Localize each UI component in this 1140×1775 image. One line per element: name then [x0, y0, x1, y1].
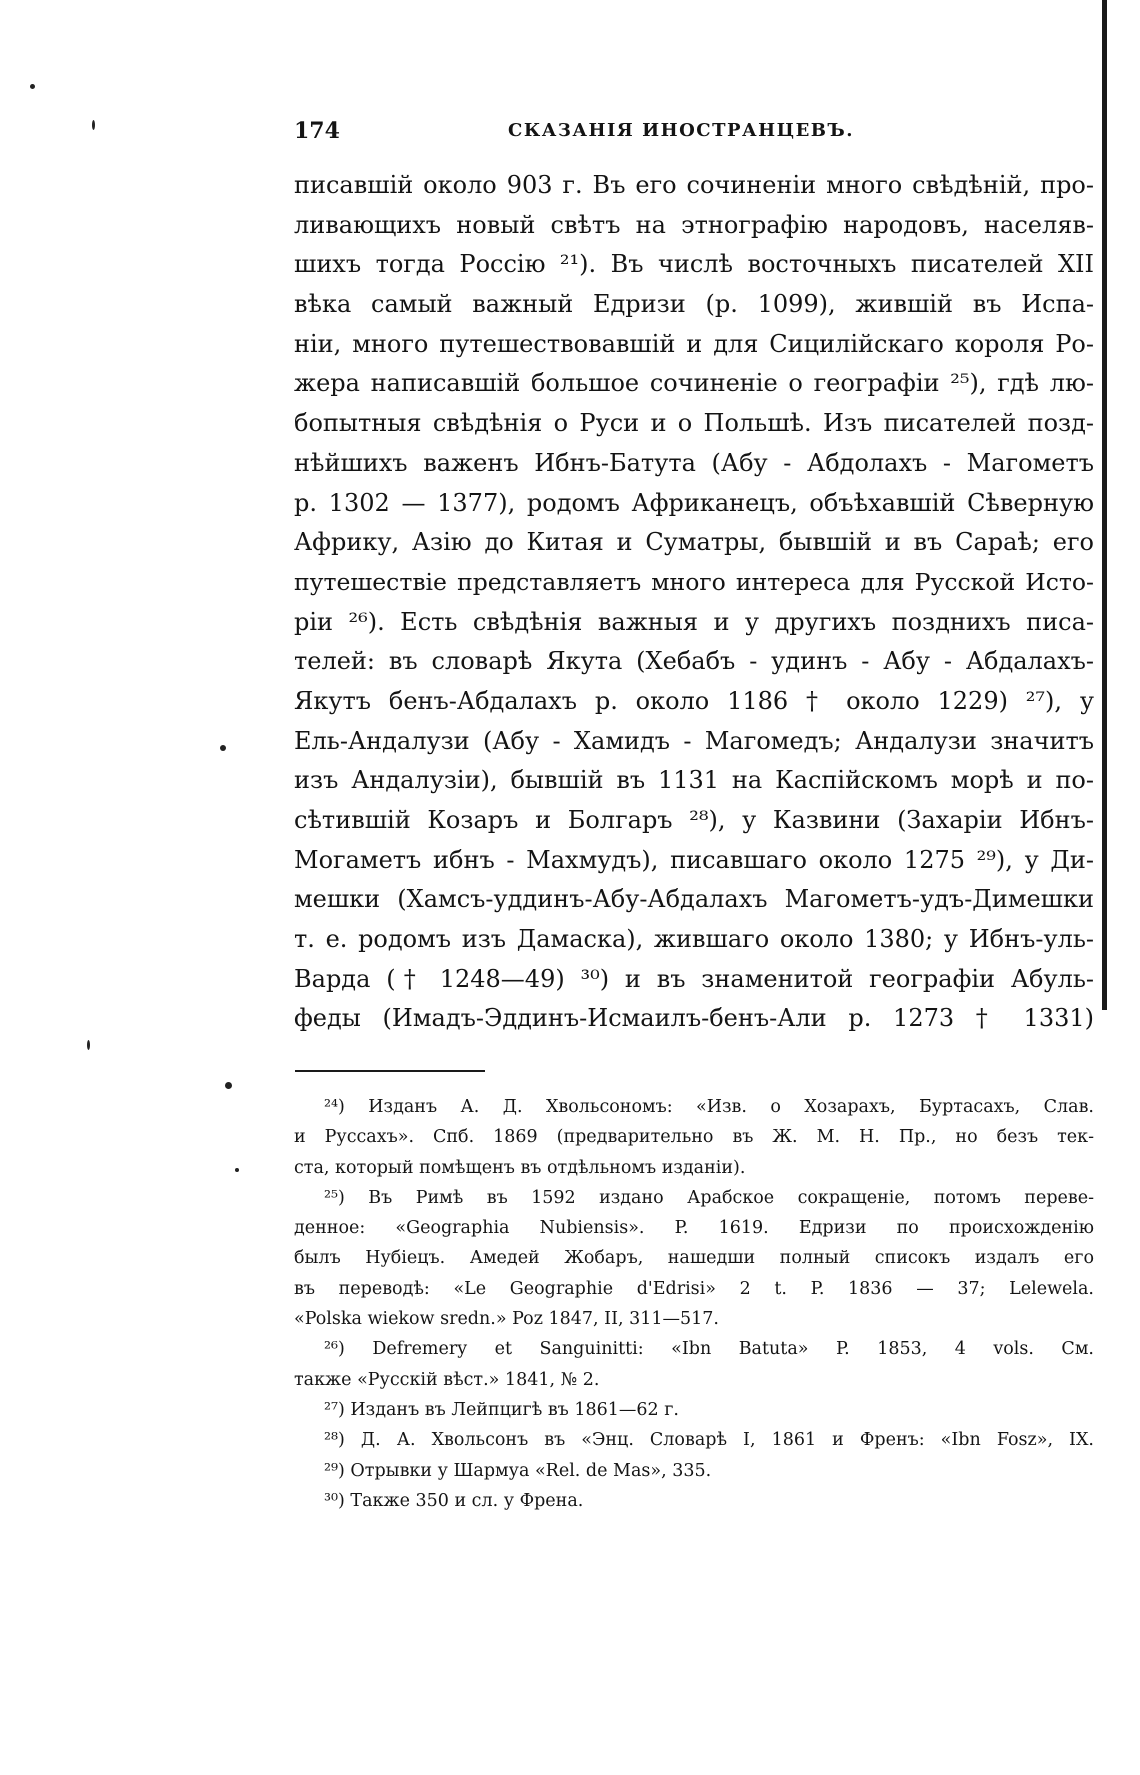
footnote-line: ста, который помѣщенъ въ отдѣльномъ изданіи).: [294, 1157, 746, 1178]
text-line: телей: въ словарѣ Якута (Хебабъ - удинъ - Абу - Абдалахъ-: [294, 647, 1094, 676]
page-number: 174: [294, 118, 340, 144]
text-line: изъ Андалузіи), бывшій въ 1131 на Каспійскомъ морѣ и по-: [294, 766, 1094, 795]
footnote-line: ²⁷) Изданъ въ Лейпцигѣ въ 1861—62 г.: [324, 1399, 679, 1420]
text-line: мешки (Хамсъ-уддинъ-Абу-Абдалахъ Магометъ-удъ-Димешки: [294, 885, 1094, 914]
text-line: путешествіе представляетъ много интереса для Русской Исто-: [294, 567, 1094, 596]
footnotes: [294, 1092, 1094, 1516]
footnote-line: въ переводѣ: «Le Geographie d'Edrisi» 2 t. P. 1836 — 37; Lelewela.: [294, 1278, 1094, 1299]
text-line: нѣйшихъ важенъ Ибнъ-Батута (Абу - Абдолахъ - Магометъ: [294, 448, 1094, 477]
footnote-line: ²⁹) Отрывки у Шармуа «Rel. de Mas», 335.: [324, 1460, 712, 1481]
footnote-line: ²⁸) Д. А. Хвольсонъ въ «Энц. Словарѣ I, 1861 и Френъ: «Ibn Fosz», IX.: [324, 1430, 1094, 1451]
scan-edge-rule: [1102, 0, 1107, 1010]
footnote-line: денное: «Geographia Nubiensis». P. 1619. Едризи по происхожденію: [294, 1218, 1094, 1239]
footnote-line: и Руссахъ». Спб. 1869 (предварительно въ Ж. М. Н. Пр., но безъ тек-: [294, 1127, 1094, 1148]
body-text: [294, 166, 1094, 1039]
text-line: Якутъ бенъ-Абдалахъ р. около 1186 † около 1229) ²⁷), у: [294, 686, 1094, 715]
text-line: шихъ тогда Россію ²¹). Въ числѣ восточныхъ писателей XII: [294, 250, 1094, 279]
footnote-line: былъ Нубіецъ. Амедей Жобаръ, нашедши полный списокъ издалъ его: [294, 1248, 1094, 1269]
footnote-line: ²⁶) Defremery et Sanguinitti: «Ibn Batuta» P. 1853, 4 vols. См.: [324, 1339, 1094, 1360]
text-line: сѣтившій Козаръ и Болгаръ ²⁸), у Казвини (Захаріи Ибнъ-: [294, 806, 1094, 834]
text-line: феды (Имадъ-Эддинъ-Исмаилъ-бенъ-Али р. 1273 † 1331): [294, 1004, 1094, 1033]
text-line: ливающихъ новый свѣтъ на этнографію народовъ, населяв-: [294, 210, 1094, 239]
scan-speck: [220, 745, 226, 751]
text-line: писавшій около 903 г. Въ его сочиненіи много свѣдѣній, про-: [294, 171, 1094, 199]
footnote-line: ²⁴) Изданъ А. Д. Хвольсономъ: «Изв. о Хозарахъ, Буртасахъ, Слав.: [324, 1097, 1094, 1117]
footnote-divider: [295, 1070, 485, 1072]
text-line: Ель-Андалузи (Абу - Хамидъ - Магомедъ; Андалузи значитъ: [294, 726, 1094, 755]
footnote-line: «Polska wiekow sredn.» Poz 1847, II, 311—517.: [294, 1309, 719, 1330]
text-line: т. е. родомъ изъ Дамаска), жившаго около 1380; у Ибнъ-уль-: [294, 925, 1094, 954]
text-line: ніи, много путешествовавшій и для Сицилійскаго короля Ро-: [294, 329, 1094, 358]
page-header: [294, 118, 1084, 150]
scan-speck: [87, 1040, 90, 1050]
footnote-line: ³⁰) Также 350 и сл. у Френа.: [324, 1490, 584, 1511]
footnote-line: также «Русскій вѣст.» 1841, № 2.: [294, 1369, 600, 1390]
text-line: жера написавшій большое сочиненіе о географіи ²⁵), гдѣ лю-: [294, 369, 1094, 398]
text-line: ріи ²⁶). Есть свѣдѣнія важныя и у другихъ позднихъ писа-: [294, 607, 1094, 636]
text-line: Африку, Азію до Китая и Суматры, бывшій и въ Сараѣ; его: [294, 528, 1094, 557]
text-line: р. 1302 — 1377), родомъ Африканецъ, объѣхавшій Сѣверную: [294, 488, 1094, 517]
text-line: бопытныя свѣдѣнія о Руси и о Польшѣ. Изъ писателей позд-: [294, 409, 1094, 438]
scan-speck: [225, 1082, 232, 1089]
text-line: Могаметъ ибнъ - Махмудъ), писавшаго около 1275 ²⁹), у Ди-: [294, 845, 1094, 874]
text-line: Варда († 1248—49) ³⁰) и въ знаменитой географіи Абуль-: [294, 964, 1094, 993]
scan-speck: [235, 1168, 239, 1172]
running-title: СКАЗАНІЯ ИНОСТРАНЦЕВЪ.: [508, 120, 854, 141]
scan-speck: [30, 84, 35, 89]
text-line: вѣка самый важный Едризи (р. 1099), жившій въ Испа-: [294, 290, 1094, 319]
scan-speck: [92, 120, 95, 130]
footnote-line: ²⁵) Въ Римѣ въ 1592 издано Арабское сокращеніе, потомъ переве-: [324, 1187, 1094, 1208]
